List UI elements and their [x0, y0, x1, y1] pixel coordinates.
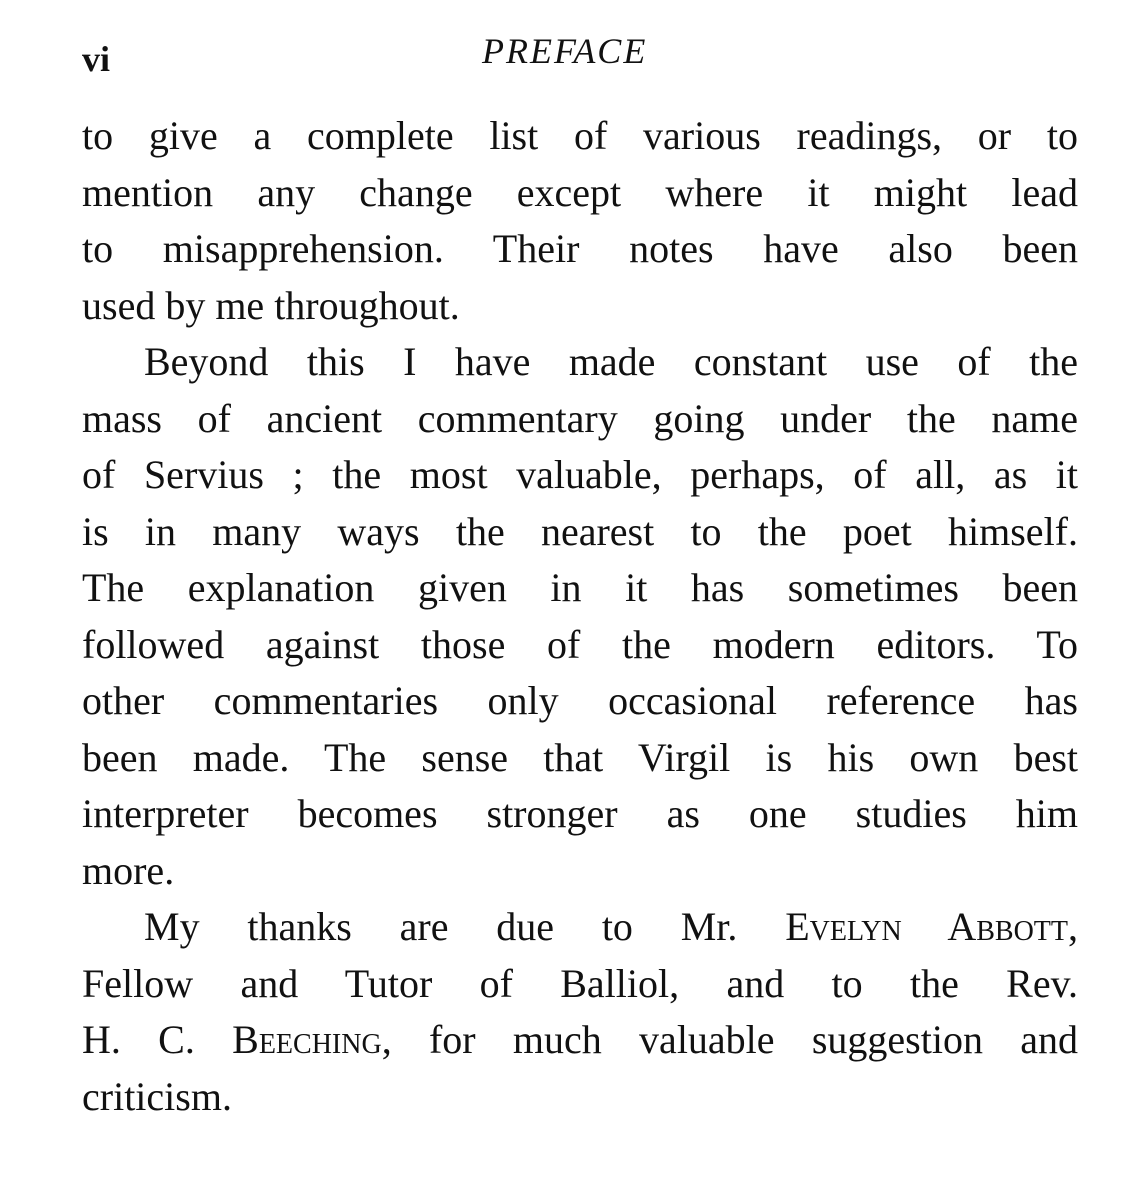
preface-body	[82, 108, 1078, 1125]
text-line: My thanks are due to Mr. Evelyn Abbott,	[144, 904, 1079, 949]
text-line: The explanation given in it has sometimes been	[82, 565, 1078, 610]
text-line: Fellow and Tutor of Balliol, and to the Rev.	[82, 960, 1078, 1006]
text-line: to misapprehension. Their notes have also been	[82, 226, 1078, 271]
page-number: vi	[82, 39, 111, 79]
text-line: been made. The sense that Virgil is his own best	[82, 734, 1078, 780]
text-line: followed against those of the modern editors. To	[82, 621, 1078, 667]
text-line: other commentaries only occasional reference has	[82, 678, 1078, 723]
text-line: used by me throughout.	[82, 282, 460, 328]
page-header	[82, 30, 1082, 80]
text-line: is in many ways the nearest to the poet himself.	[82, 508, 1078, 554]
text-line: Beyond this I have made constant use of the	[144, 339, 1078, 384]
text-line: interpreter becomes stronger as one studies him	[82, 791, 1078, 836]
text-line: mass of ancient commentary going under the name	[82, 395, 1078, 441]
text-line: mention any change except where it might lead	[82, 169, 1078, 215]
text-line: criticism.	[82, 1073, 232, 1119]
text-line: more.	[82, 847, 175, 893]
text-line: of Servius ; the most valuable, perhaps, of all, as it	[82, 452, 1078, 497]
text-line: to give a complete list of various readings, or to	[82, 113, 1078, 158]
paragraph-2	[82, 334, 1078, 899]
running-head: PREFACE	[482, 31, 648, 71]
paragraph-1	[82, 108, 1078, 334]
paragraph-3	[82, 899, 1078, 1125]
text-line: H. C. Beeching, for much valuable suggestion and	[82, 1017, 1078, 1062]
